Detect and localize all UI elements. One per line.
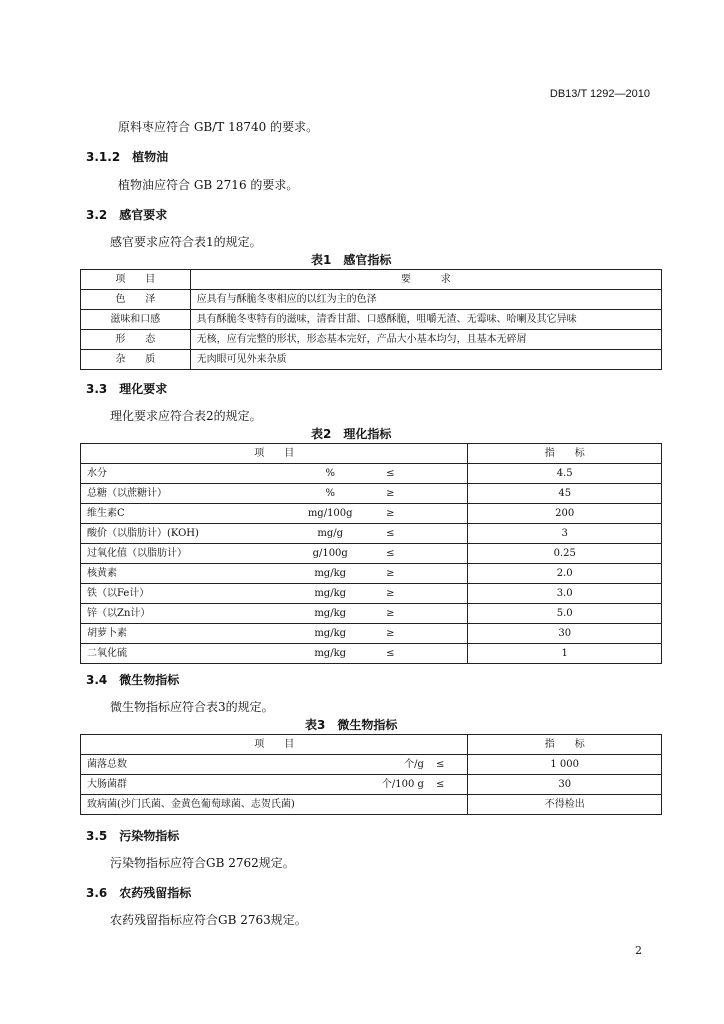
table-row (81, 330, 662, 350)
row-name: 铁（以Fe计） (81, 584, 281, 604)
row-comparator: ≤ (430, 775, 468, 795)
row-value: 30 (468, 624, 662, 644)
row-value: 30 (468, 775, 662, 795)
table-row (81, 775, 662, 795)
header-item: 项 目 (81, 444, 468, 464)
document-code: DB13/T 1292—2010 (549, 88, 650, 100)
row-name: 维生素C (81, 504, 281, 524)
row-unit: mg/kg (280, 584, 380, 604)
section-heading-3-5: 3.5 污染物指标 (86, 829, 180, 843)
table-row (81, 644, 662, 664)
row-item: 形 态 (81, 330, 191, 350)
row-comparator: ≥ (380, 484, 468, 504)
header-item: 项 目 (81, 735, 468, 755)
paragraph-contaminant: 污染物指标应符合GB 2762规定。 (110, 856, 295, 870)
table-header-row (81, 735, 662, 755)
row-value: 4.5 (468, 464, 662, 484)
row-value: 45 (468, 484, 662, 504)
row-unit: mg/g (280, 524, 380, 544)
row-comparator: ≥ (380, 564, 468, 584)
row-unit: % (280, 464, 380, 484)
row-unit: mg/kg (280, 624, 380, 644)
table-row (81, 795, 662, 815)
row-comparator: ≤ (380, 524, 468, 544)
table1-caption: 表1 感官指标 (311, 253, 392, 267)
table-row (81, 350, 662, 370)
row-requirement: 无肉眼可见外来杂质 (190, 350, 661, 370)
row-requirement: 无核，应有完整的形状，形态基本完好，产品大小基本均匀，且基本无碎屑 (190, 330, 661, 350)
paragraph-microbial: 微生物指标应符合表3的规定。 (110, 700, 274, 714)
row-value: 200 (468, 504, 662, 524)
row-comparator: ≥ (380, 584, 468, 604)
row-name: 大肠菌群 (81, 775, 331, 795)
row-value: 2.0 (468, 564, 662, 584)
row-name: 水分 (81, 464, 281, 484)
row-unit: 个/g (330, 755, 430, 775)
row-item: 滋味和口感 (81, 310, 191, 330)
row-value: 5.0 (468, 604, 662, 624)
header-item: 项 目 (81, 270, 191, 290)
row-name: 过氧化值（以脂肪计） (81, 544, 281, 564)
paragraph-physicochemical: 理化要求应符合表2的规定。 (110, 409, 262, 423)
row-comparator: ≥ (380, 624, 468, 644)
row-name: 菌落总数 (81, 755, 331, 775)
table2-caption: 表2 理化指标 (311, 427, 392, 441)
row-value: 0.25 (468, 544, 662, 564)
row-requirement: 应具有与酥脆冬枣相应的以红为主的色泽 (190, 290, 661, 310)
row-item: 杂 质 (81, 350, 191, 370)
section-heading-3-3: 3.3 理化要求 (86, 382, 168, 396)
row-value: 1 (468, 644, 662, 664)
row-item: 色 泽 (81, 290, 191, 310)
table-row (81, 464, 662, 484)
row-unit: g/100g (280, 544, 380, 564)
header-value: 指 标 (468, 735, 662, 755)
table-row (81, 484, 662, 504)
table-row (81, 290, 662, 310)
table-row (81, 524, 662, 544)
table-row (81, 755, 662, 775)
section-heading-3-2: 3.2 感官要求 (86, 208, 168, 222)
header-requirement: 要 求 (190, 270, 661, 290)
table-header-row (81, 270, 662, 290)
row-comparator: ≤ (380, 544, 468, 564)
row-name: 酸价（以脂肪计）(KOH) (81, 524, 281, 544)
table3-caption: 表3 微生物指标 (305, 718, 398, 732)
row-value: 3.0 (468, 584, 662, 604)
table-row (81, 584, 662, 604)
row-comparator: ≥ (380, 504, 468, 524)
table-row (81, 310, 662, 330)
paragraph-sensory: 感官要求应符合表1的规定。 (110, 235, 262, 249)
paragraph-pesticide: 农药残留指标应符合GB 2763规定。 (110, 913, 307, 927)
table-row (81, 604, 662, 624)
row-unit: mg/kg (280, 564, 380, 584)
row-name: 胡萝卜素 (81, 624, 281, 644)
row-comparator: ≤ (380, 644, 468, 664)
table-sensory (80, 269, 662, 370)
row-unit: mg/100g (280, 504, 380, 524)
table-header-row (81, 444, 662, 464)
section-heading-3-1-2: 3.1.2 植物油 (86, 150, 169, 164)
row-unit: 个/100 g (330, 775, 430, 795)
section-heading-3-4: 3.4 微生物指标 (86, 673, 180, 687)
row-name: 核黄素 (81, 564, 281, 584)
row-comparator: ≥ (380, 604, 468, 624)
table-microbial (80, 734, 662, 815)
row-name: 二氧化硫 (81, 644, 281, 664)
section-heading-3-6: 3.6 农药残留指标 (86, 886, 192, 900)
row-name: 锌（以Zn计） (81, 604, 281, 624)
row-unit: mg/kg (280, 604, 380, 624)
row-comparator: ≤ (430, 755, 468, 775)
row-unit: % (280, 484, 380, 504)
row-value: 不得检出 (468, 795, 662, 815)
table-row (81, 624, 662, 644)
paragraph-raw-jujube: 原料枣应符合 GB/T 18740 的要求。 (118, 120, 319, 134)
row-requirement: 具有酥脆冬枣特有的滋味，清香甘甜、口感酥脆，咀嚼无渣、无霉味、哈喇及其它异味 (190, 310, 661, 330)
header-value: 指 标 (468, 444, 662, 464)
table-row (81, 564, 662, 584)
row-comparator: ≤ (380, 464, 468, 484)
row-value: 3 (468, 524, 662, 544)
row-value: 1 000 (468, 755, 662, 775)
table-physicochemical (80, 443, 662, 664)
table-row (81, 544, 662, 564)
row-name: 致病菌(沙门氏菌、金黄色葡萄球菌、志贺氏菌) (81, 795, 468, 815)
table-row (81, 504, 662, 524)
paragraph-vegetable-oil: 植物油应符合 GB 2716 的要求。 (118, 178, 299, 192)
page-number: 2 (635, 944, 642, 957)
row-name: 总糖（以蔗糖计） (81, 484, 281, 504)
row-unit: mg/kg (280, 644, 380, 664)
